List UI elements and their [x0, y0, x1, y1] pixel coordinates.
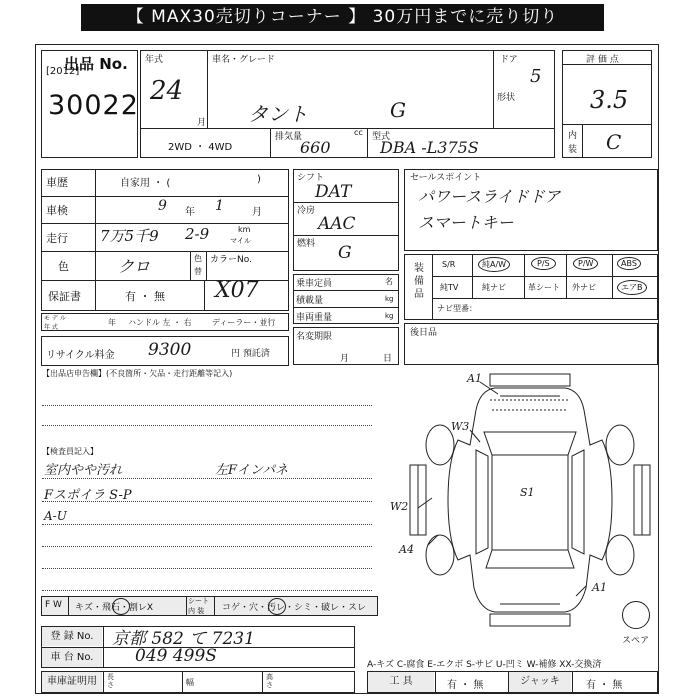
mark-a4: A4: [399, 543, 414, 556]
remarks-line2: Fスポイラ S-P: [44, 488, 132, 503]
spare-label: スペア: [622, 636, 650, 646]
equip-sr: S/R: [442, 260, 456, 269]
soko-value: 7万5千9: [100, 227, 159, 245]
nenryo-value: G: [338, 243, 352, 263]
equip-abs: ABS: [617, 257, 641, 270]
hyoka-value: 3.5: [590, 86, 629, 114]
recycle-label: リサイクル料金: [46, 350, 115, 361]
dealer-label: ディーラー・並行: [212, 318, 276, 327]
atobi-label: 後日品: [410, 328, 438, 338]
equip-aw: 純A/W: [478, 257, 510, 272]
mark-a1-bottom: A1: [592, 581, 607, 594]
shaken-tsuki: 月: [252, 207, 262, 218]
nenshiki-month: 月: [197, 118, 207, 128]
remarks-line1-right: 左Fインパネ: [215, 463, 289, 478]
fw-label: F W: [45, 600, 62, 610]
seat-label-2: 内 装: [188, 607, 205, 615]
mark-a1-top: A1: [467, 372, 482, 385]
nenryo-label: 燃料: [297, 239, 316, 249]
shift-label: シフト: [297, 173, 325, 183]
meigi-day: 日: [383, 354, 393, 364]
kogu-value: 有 ・ 無: [447, 680, 484, 691]
mark-w3: W3: [451, 420, 470, 433]
shadai-label: 車 台 No.: [42, 648, 102, 667]
equipment-label: 装備品: [414, 263, 424, 300]
equip-navi: 純ナビ: [482, 283, 506, 292]
mark-s1: S1: [520, 486, 535, 499]
naga-label: 長さ: [107, 673, 114, 689]
katashiki-value: DBA -L375S: [380, 138, 479, 157]
sekisai-kg: kg: [385, 295, 394, 303]
nenshiki-label: 年式: [145, 55, 164, 65]
keijo-label: 形状: [497, 93, 516, 103]
equip-airbag: エアB: [617, 280, 647, 295]
sales-point-label: セールスポイント: [410, 173, 482, 183]
handle-label: ハンドル 左 ・ 右: [128, 318, 192, 327]
shamei-value: タント: [248, 102, 308, 126]
shaken-nen: 年: [185, 207, 195, 218]
equip-leather: 革シート: [528, 283, 560, 292]
seat-label-1: シート: [188, 597, 209, 605]
remarks-line1: 室内やや汚れ: [44, 463, 123, 478]
shareki-label: 車歴: [46, 176, 68, 189]
grade-value: G: [390, 98, 406, 122]
shift-value: DAT: [315, 182, 352, 202]
shadai-value: 049 499S: [135, 646, 217, 666]
lot-label: 出品 No.: [64, 55, 128, 73]
hyoka-label: 評 価 点: [586, 55, 619, 65]
damage-legend: A-キズ C-腐食 E-エクボ S-サビ U-凹ミ W-補修 XX-交換済: [367, 660, 602, 670]
lot-year-tag: [2012]: [46, 66, 80, 77]
atobi-box: [404, 323, 658, 365]
meigi-month: 月: [340, 354, 350, 364]
drive-label: 2WD ・ 4WD: [168, 142, 233, 153]
shaken-year: 9: [158, 198, 167, 214]
navi-model-label: ナビ型番：: [437, 304, 477, 313]
teiin-unit: 名: [385, 277, 393, 286]
shaken-label: 車検: [46, 204, 68, 217]
iro-change-1: 色: [194, 254, 202, 263]
equip-ext-navi: 外ナビ: [572, 283, 596, 292]
nenshiki-value: 24: [150, 76, 184, 106]
naiso-label-1: 内: [568, 131, 578, 141]
sales-point-line1: パワースライドドア: [418, 187, 561, 206]
shareki-close: ): [257, 174, 261, 185]
seat-items: コゲ・穴・汚レ・シミ・破レ・スレ: [222, 603, 367, 613]
recycle-unit: 円 預託済: [231, 349, 270, 359]
km-label: km: [238, 225, 251, 234]
car-diagram: [380, 370, 660, 640]
seat-yogore-circle: [268, 598, 286, 615]
toroku-value: 京都 582 て 7231: [112, 629, 255, 649]
jack-label: ジャッキ: [509, 672, 571, 692]
recycle-value: 9300: [148, 340, 192, 360]
shamei-label: 車名・グレード: [212, 55, 276, 65]
sales-point-line2: スマートキー: [418, 213, 514, 232]
juryo-kg: kg: [385, 312, 394, 320]
mark-w2: W2: [390, 500, 409, 513]
haba-label: 幅: [186, 678, 194, 687]
jack-value: 有 ・ 無: [586, 680, 623, 691]
juryo-label: 車両重量: [296, 313, 333, 323]
meigi-label: 名変期限: [296, 332, 333, 342]
haikiryo-value: 660: [300, 138, 331, 157]
color-no-label: カラーNo.: [210, 255, 252, 265]
shomei-label: 車庫証明用: [42, 672, 102, 692]
spare-tire-icon: [622, 601, 650, 629]
fw-tobiishi-circle: [112, 598, 130, 615]
remarks-line3: A-U: [44, 509, 67, 523]
title-banner: 【 MAX30売切りコーナー 】 30万円までに売り切り: [81, 4, 604, 31]
shaken-month: 1: [215, 198, 224, 214]
door-label: ドア: [500, 55, 518, 65]
soko-label: 走行: [46, 232, 68, 245]
toroku-label: 登 録 No.: [42, 627, 102, 646]
shareki-value: 自家用 ・ (: [120, 178, 171, 189]
iro-change-2: 替: [194, 267, 202, 276]
naiso-label-2: 装: [568, 145, 578, 155]
model-label-2: 年 式: [44, 324, 58, 331]
sekisai-label: 積載量: [296, 296, 324, 306]
teiin-label: 乗車定員: [296, 279, 333, 289]
equip-pw: P/W: [573, 257, 598, 270]
model-label-1: モ デ ル: [44, 315, 66, 322]
haikiryo-label: 排気量: [275, 132, 303, 142]
lot-number: 30022: [48, 90, 139, 121]
color-no-value: X07: [215, 278, 259, 303]
iro-label: 色: [58, 260, 69, 273]
reibo-label: 冷房: [297, 206, 316, 216]
kensa-title: 【検査員記入】: [42, 447, 98, 456]
soko-bracket: 2-9: [185, 225, 210, 243]
remarks-title: 【出品店申告欄】(不良箇所・欠品・走行距離等記入): [42, 369, 233, 378]
iro-value: クロ: [118, 257, 151, 276]
naiso-value: C: [606, 130, 622, 154]
equip-ps: P/S: [531, 257, 556, 270]
katashiki-label: 型式: [372, 132, 391, 142]
model-nen: 年: [108, 318, 116, 327]
mile-label: マイル: [230, 237, 251, 245]
kogu-label: 工 具: [368, 672, 434, 692]
hosho-value: 有 ・ 無: [125, 290, 165, 303]
fw-items: キズ・飛石・割レX: [75, 603, 153, 613]
hosho-label: 保証書: [48, 290, 81, 303]
equip-tv: 純TV: [440, 283, 459, 292]
door-value: 5: [530, 66, 542, 87]
cc-label: cc: [354, 128, 363, 137]
reibo-value: AAC: [318, 214, 356, 234]
taka-label: 高さ: [266, 673, 273, 689]
